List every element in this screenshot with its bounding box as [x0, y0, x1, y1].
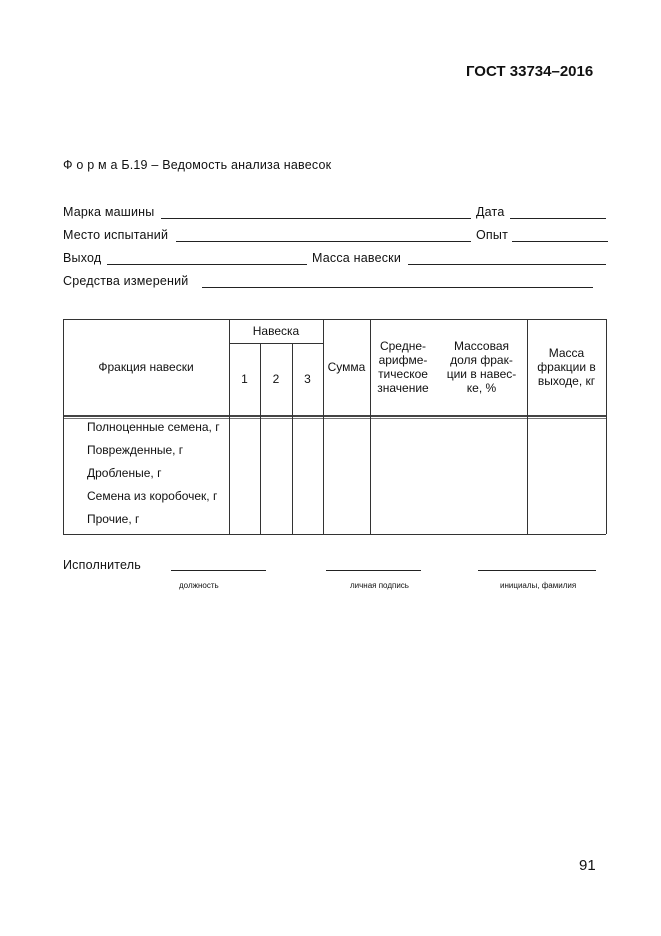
header-sample-3: 3	[304, 372, 311, 386]
header-sample-1: 1	[241, 372, 248, 386]
sample-mass-field[interactable]	[408, 264, 606, 265]
page-number: 91	[579, 857, 596, 874]
form-title: Ф о р м а Б.19 – Ведомость анализа навесок	[63, 158, 332, 172]
header-fraction: Фракция навески	[98, 360, 194, 374]
measuring-tools-field[interactable]	[202, 287, 593, 288]
standard-number: ГОСТ 33734–2016	[466, 63, 594, 80]
table-border-bottom	[63, 534, 606, 535]
name-caption: инициалы, фамилия	[500, 581, 577, 590]
executor-label: Исполнитель	[63, 558, 141, 572]
table-row: Поврежденные, г	[87, 443, 184, 457]
signature-field[interactable]	[326, 570, 421, 571]
table-row: Семена из коробочек, г	[87, 489, 218, 503]
signature-caption: личная подпись	[350, 581, 409, 590]
date-label: Дата	[476, 205, 505, 219]
test-place-label: Место испытаний	[63, 228, 169, 242]
table-row: Прочие, г	[87, 512, 140, 526]
header-divider	[63, 415, 606, 417]
header-sample-2: 2	[272, 372, 280, 386]
header-mean: Средне- арифме- тическое значение	[377, 339, 429, 395]
header-sample: Навеска	[252, 324, 300, 338]
sample-mass-label: Масса навески	[312, 251, 402, 265]
header-sum: Сумма	[327, 360, 366, 374]
output-field[interactable]	[107, 264, 307, 265]
experiment-label: Опыт	[476, 228, 509, 242]
experiment-field[interactable]	[512, 241, 608, 242]
header-divider-2	[63, 418, 606, 419]
col-line	[606, 319, 607, 534]
measuring-tools-label: Средства измерений	[63, 274, 189, 288]
machine-brand-field[interactable]	[161, 218, 471, 219]
table-row: Дробленые, г	[87, 466, 162, 480]
test-place-field[interactable]	[176, 241, 471, 242]
machine-brand-label: Марка машины	[63, 205, 155, 219]
header-mass-share: Массовая доля фрак- ции в навес- ке, %	[446, 339, 517, 395]
position-caption: должность	[179, 581, 219, 590]
table-row: Полноценные семена, г	[87, 420, 220, 434]
header-output-mass: Масса фракции в выходе, кг	[537, 346, 596, 388]
position-field[interactable]	[171, 570, 266, 571]
output-label: Выход	[63, 251, 102, 265]
date-field[interactable]	[510, 218, 606, 219]
name-field[interactable]	[478, 570, 596, 571]
